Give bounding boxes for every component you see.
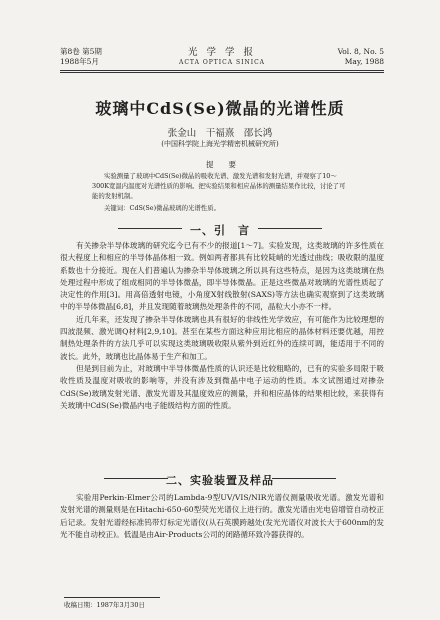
journal-name-cn: 光 学 学 报 [187, 47, 257, 58]
section-heading-introduction [0, 222, 440, 238]
heading-rule-left [104, 478, 168, 479]
journal-header [60, 47, 384, 71]
affiliation: (中国科学院上海光学精密机械研究所) [161, 140, 279, 148]
abstract-text: 实验测量了玻璃中CdS(Se)微晶的吸收光谱、激发光谱和发射光谱，并观察了10～300K宽温内温度对光谱性质的影响。把实验结果和相应晶体的测量结果作比较，讨论了可能的发射机制。 [92, 172, 346, 200]
heading-rule-right [272, 478, 336, 479]
keywords: 关键词：CdS(Se)微晶玻璃的光谱性质。 [104, 204, 220, 212]
experimental-paragraph: 实验用Perkin-Elmer公司的Lambda-9型UV/VIS/NIR光谱仪测量吸收光谱。激发光谱和发射光谱的测量则是在Hitachi-650-60型荧光光谱仪上进行的。激发光谱由光电倍增管自动校正后记录。发射光谱经标准钨带灯标定光谱仪(从石英膜跨越处(发光光谱仪对波长大于600nm的发光不能自动校正)。低温是由Air-Products公司的闭路循环致冷器获得的。 [60, 493, 384, 539]
section-title-experimental: 二、实验装置及样品 [166, 474, 274, 487]
header-rule-bottom [60, 72, 384, 73]
abstract-heading: 提 要 [206, 160, 236, 169]
section-title-introduction: 一、引 言 [190, 224, 250, 237]
section-heading-experimental [0, 472, 440, 488]
heading-rule-right [258, 228, 322, 229]
footnote: 收稿日期：1987年3月30日 [64, 601, 145, 609]
journal-name-en: ACTA OPTICA SINICA [178, 59, 266, 66]
volume-en: Vol. 8, No. 5 [337, 47, 384, 56]
header-rule-top [60, 70, 384, 71]
intro-paragraph-3: 但是到目前为止，对玻璃中半导体微晶性质的认识还是比较粗略的，已有的实验多局限于吸收性质及温度对吸收的影响等，并没有涉及到微晶中电子运动的性质。本文试图通过对掺杂CdS(Se)玻璃发射光谱、激发光谱及其温度效应的测量，并和相应晶体的结果相比较，来获得有关玻璃中CdS(Se)微晶内电子能级结构方面的性质。 [60, 363, 384, 410]
abstract [92, 160, 350, 213]
heading-rule-left [118, 228, 182, 229]
header-right [338, 47, 384, 67]
paper-title: 玻璃中CdS(Se)微晶的光谱性质 [95, 99, 345, 118]
issue-date-cn: 1988年5月 [60, 57, 99, 66]
intro-paragraph-1: 有关掺杂半导体玻璃的研究迄今已有不少的报道[1～7]。实验发现，这类玻璃的许多性质在很大程度上和相应的半导体晶体相一致。例如两者都具有比较陡峭的光透过曲线；吸收限的温度系数也十分接近。现在人们普遍认为掺杂半导体玻璃之所以具有这些特点，是因为这类玻璃在热处理过程中形成了组成相同的半导体微晶，即半导体微晶。正是这些微晶对玻璃的光谱性质起了决定性的作用[3]。用高倍透射电镜，小角度X射线散射(SAXS)等方法也确实观察到了这类玻璃中的半导体微晶[6,8]，并且发现随着玻璃热处理条件的不同，晶粒大小亦不一样。 [60, 241, 384, 312]
issue-date-en: May, 1988 [344, 57, 384, 66]
introduction-body [60, 240, 384, 412]
experimental-body [60, 492, 384, 541]
author-list: 张金山 干福熹 邵长鸿 [167, 128, 273, 139]
volume-issue: 第8卷 第5期 [60, 47, 102, 56]
intro-paragraph-2: 近几年来，还发现了掺杂半导体玻璃也具有很好的非线性光学效应，有可能作为比较理想的四波混频、激光调Q材料[2,9,10]。甚至在某些方面这种应用比相应的晶体材料还要优越，用控制热处理条件的方法几乎可以实现这类玻璃吸收限从紫外到近红外的连续可调，能适用于不同的波长。此外，玻璃也比晶体易于生产和加工。 [60, 314, 384, 361]
header-center [60, 47, 384, 67]
footnote-rule [64, 597, 160, 598]
